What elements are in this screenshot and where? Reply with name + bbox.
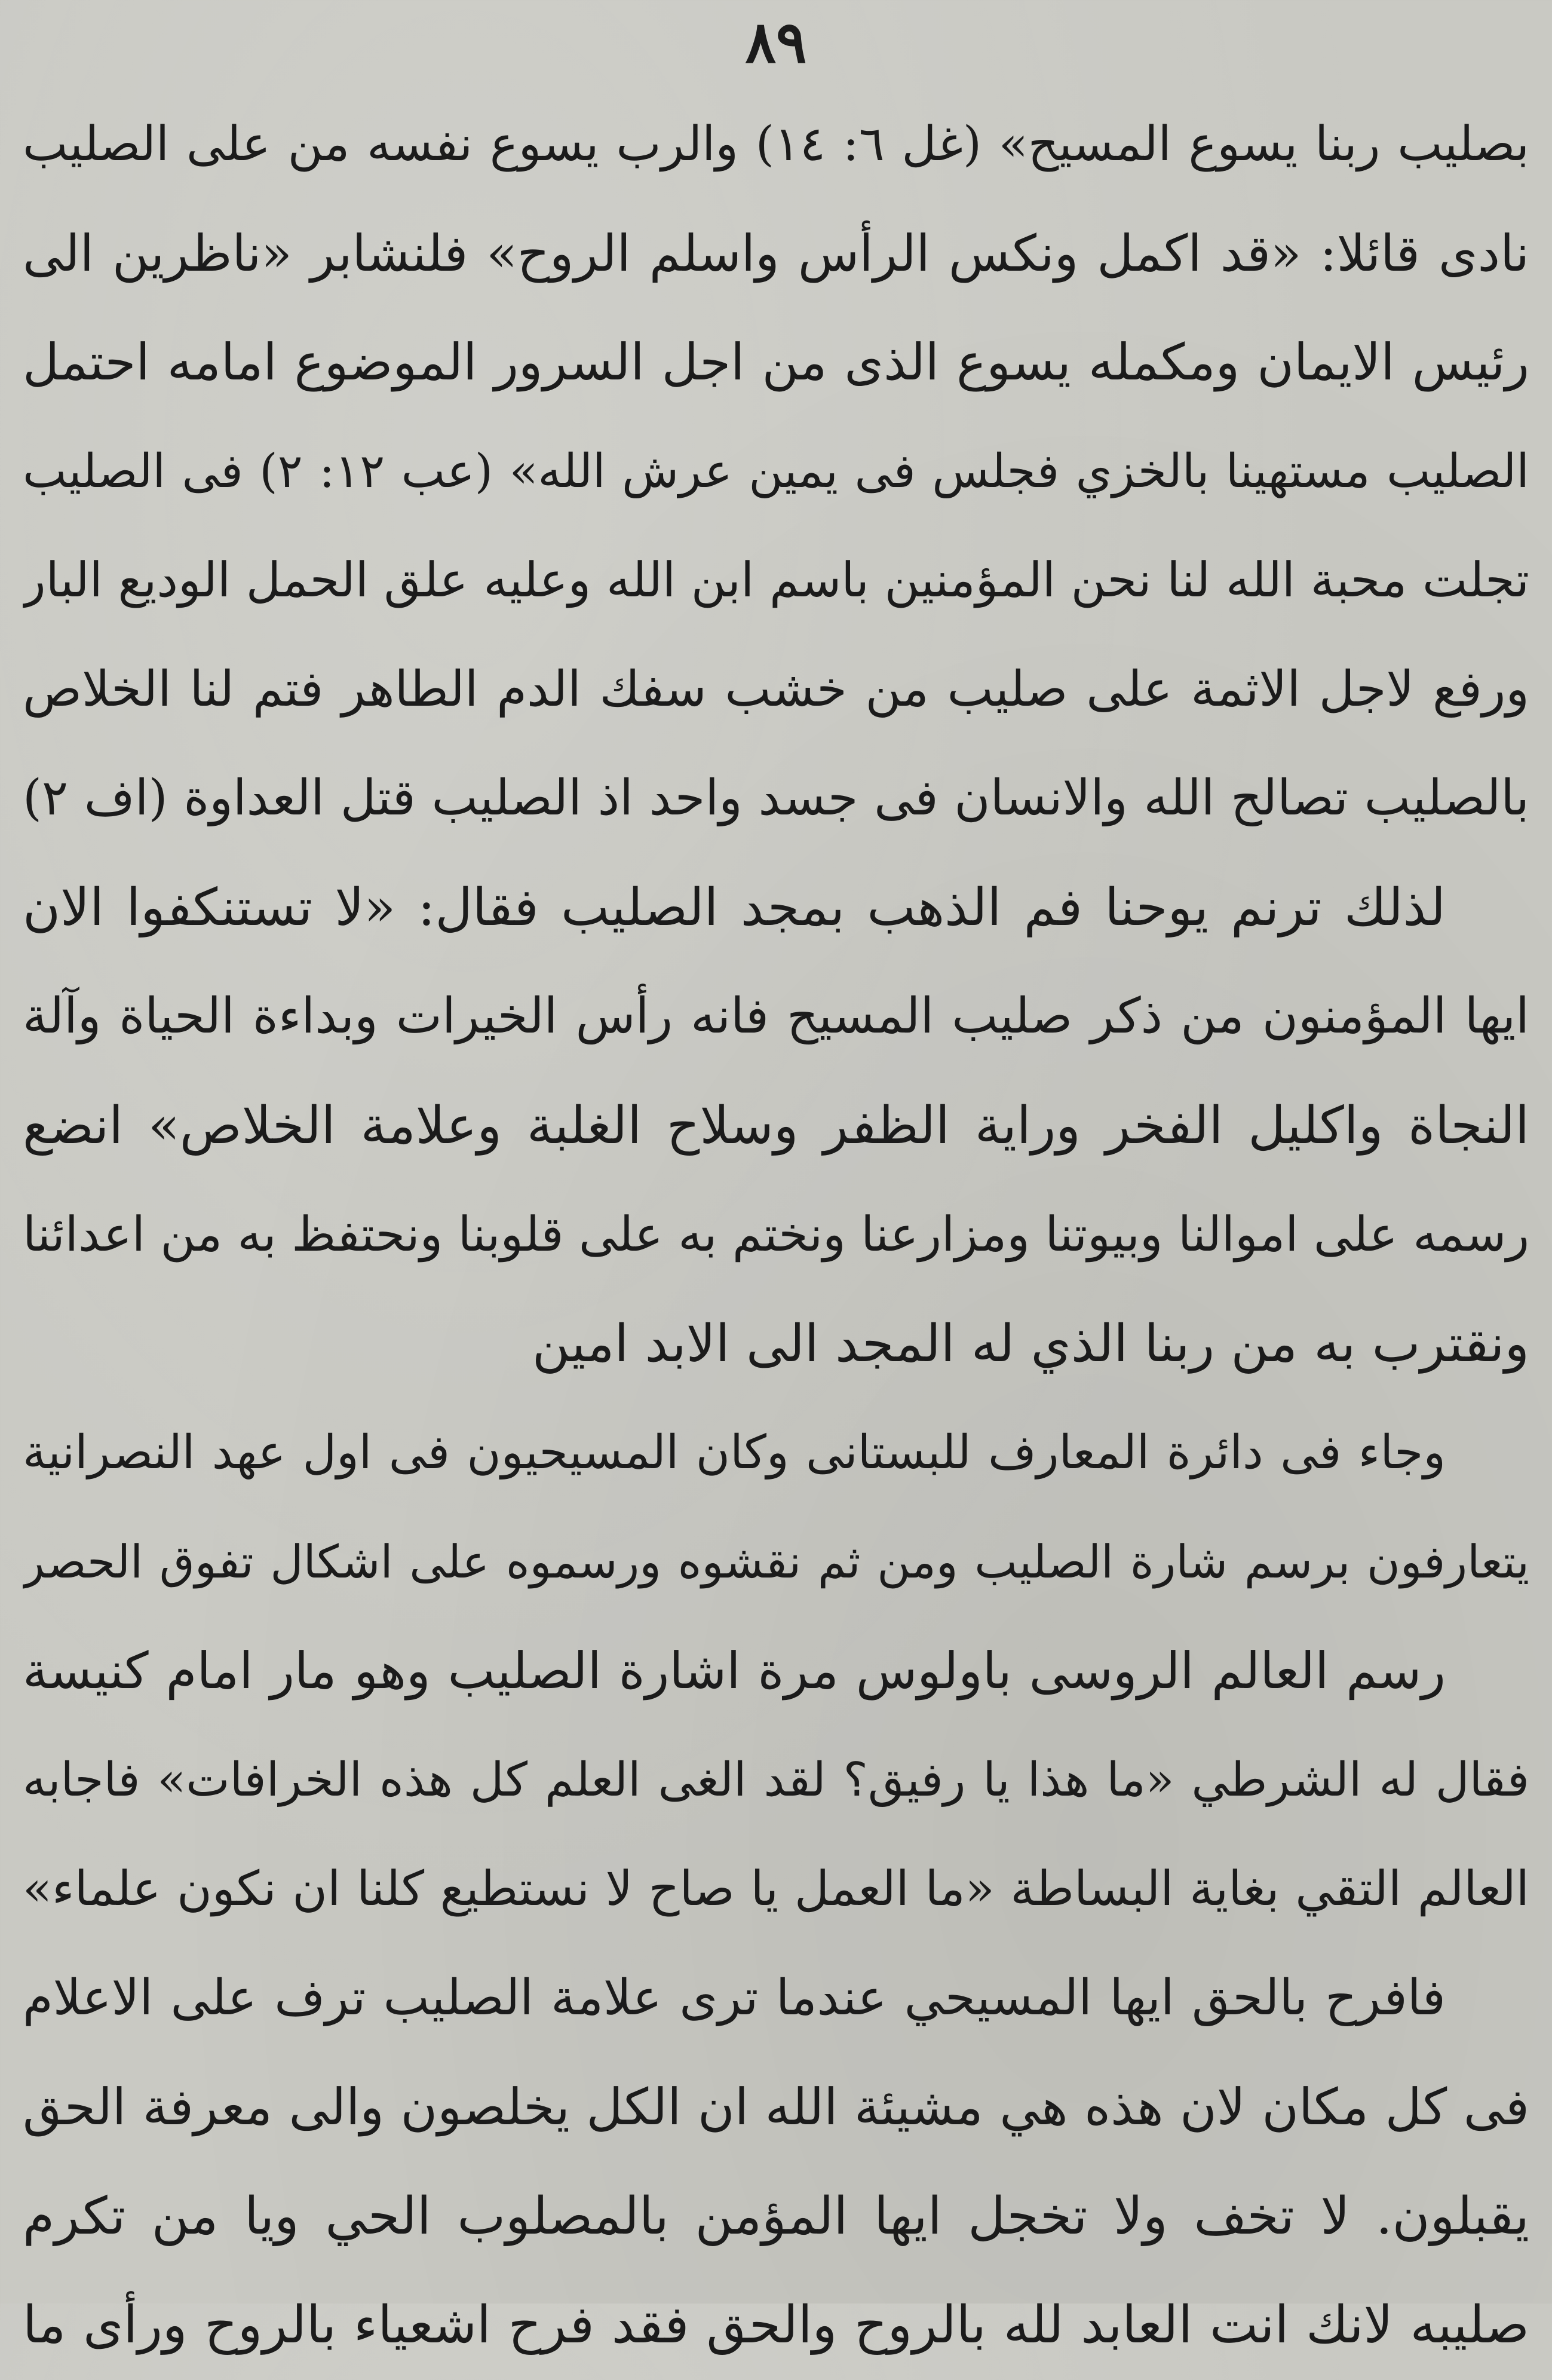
text-line: ايها المؤمنون من ذكر صليب المسيح فانه رأس الخيرات وبداءة الحياة وآلة (23, 988, 1529, 1044)
text-line: رسم العالم الروسى باولوس مرة اشارة الصليب وهو مار امام كنيسة (23, 1641, 1446, 1700)
text-line: فى كل مكان لان هذه هي مشيئة الله ان الكل يخلصون والى معرفة الحق (23, 2078, 1529, 2136)
text-line: فقال له الشرطي «ما هذا يا رفيق؟ لقد الغى العلم كل هذه الخرافات» فاجابه (23, 1753, 1529, 1807)
text-line: ونقترب به من ربنا الذي له المجد الى الابد امين (532, 1313, 1529, 1374)
text-line: ورفع لاجل الاثمة على صليب من خشب سفك الدم الطاهر فتم لنا الخلاص (23, 660, 1529, 718)
text-line: لذلك ترنم يوحنا فم الذهب بمجد الصليب فقال: «لا تستنكفوا الان (23, 877, 1446, 938)
text-line: النجاة واكليل الفخر وراية الظفر وسلاح الغلبة وعلامة الخلاص» انضع (23, 1095, 1529, 1156)
text-line: بصليب ربنا يسوع المسيح» (غل ٦: ١٤) والرب يسوع نفسه من على الصليب (23, 116, 1529, 171)
text-line: وجاء فى دائرة المعارف للبستانى وكان المسيحيون فى اول عهد النصرانية (23, 1426, 1446, 1480)
text-line: رسمه على اموالنا وبيوتنا ومزارعنا ونختم به على قلوبنا ونحتفظ به من اعدائنا (23, 1206, 1529, 1262)
page-number: ٨٩ (745, 8, 807, 76)
text-line: الصليب مستهينا بالخزي فجلس فى يمين عرش الله» (عب ١٢: ٢) فى الصليب (23, 444, 1529, 498)
text-line: يقبلون. لا تخف ولا تخجل ايها المؤمن بالمصلوب الحي ويا من تكرم (23, 2186, 1529, 2246)
text-line: بالصليب تصالح الله والانسان فى جسد واحد اذ الصليب قتل العداوة (اف ٢) (23, 770, 1529, 826)
text-line: يتعارفون برسم شارة الصليب ومن ثم نقشوه ورسموه على اشكال تفوق الحصر (23, 1534, 1529, 1588)
text-line: العالم التقي بغاية البساطة «ما العمل يا صاح لا نستطيع كلنا ان نكون علماء» (23, 1861, 1529, 1916)
text-line: رئيس الايمان ومكمله يسوع الذى من اجل السرور الموضوع امامه احتمل (23, 333, 1529, 391)
text-line: فافرح بالحق ايها المسيحي عندما ترى علامة الصليب ترف على الاعلام (23, 1969, 1446, 2026)
text-line: تجلت محبة الله لنا نحن المؤمنين باسم ابن الله وعليه علق الحمل الوديع البار (23, 552, 1529, 608)
text-line: صليبه لانك انت العابد لله بالروح والحق فقد فرح اشعياء بالروح ورأى ما (23, 2295, 1529, 2355)
text-line: نادى قائلا: «قد اكمل ونكس الرأس واسلم الروح» فلنشابر «ناظرين الى (23, 223, 1529, 283)
text-body (23, 90, 1529, 2380)
